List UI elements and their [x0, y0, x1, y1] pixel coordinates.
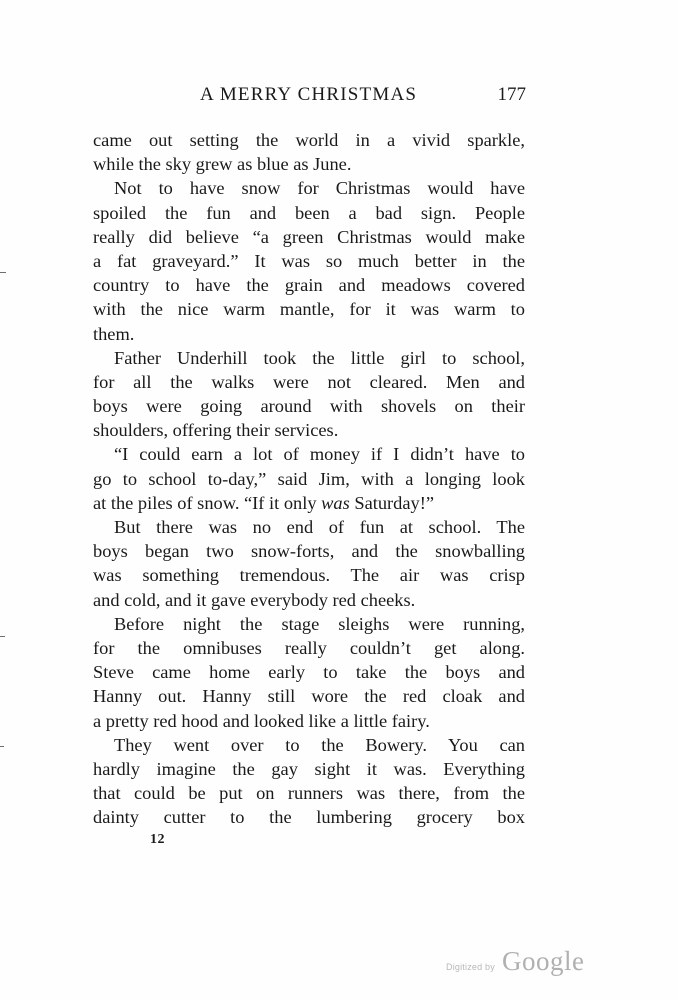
text-line: go to school to-day,” said Jim, with a longing look — [93, 468, 525, 489]
google-watermark — [446, 946, 596, 986]
text-line: country to have the grain and meadows covered — [93, 275, 525, 296]
text-line: with the nice warm mantle, for it was warm to — [93, 299, 525, 320]
text-line: was something tremendous. The air was crisp — [93, 565, 525, 586]
running-title: A MERRY CHRISTMAS — [200, 84, 418, 105]
text-line: dainty cutter to the lumbering grocery box — [93, 807, 525, 828]
page-number: 177 — [497, 84, 526, 105]
text-line: But there was no end of fun at school. The — [114, 517, 525, 537]
text-line: hardly imagine the gay sight it was. Everything — [93, 758, 525, 779]
body-text — [93, 128, 525, 829]
text-line: for the omnibuses really couldn’t get along. — [93, 637, 525, 658]
scan-edge-mark — [0, 636, 5, 637]
text-line: They went over to the Bowery. You can — [114, 734, 525, 755]
emphasis: was — [321, 492, 350, 513]
text-line: came out setting the world in a vivid sparkle, — [93, 130, 525, 150]
text-line: Father Underhill took the little girl to school, — [114, 347, 525, 368]
scan-edge-mark — [0, 272, 6, 273]
text-line: a pretty red hood and looked like a little fairy. — [93, 710, 430, 731]
scan-edge-mark — [0, 746, 4, 747]
text-line: for all the walks were not cleared. Men and — [93, 371, 525, 392]
text-line: boys were going around with shovels on their — [93, 396, 525, 417]
text-line: spoiled the fun and been a bad sign. People — [93, 202, 525, 223]
text-line: Hanny out. Hanny still wore the red cloak and — [93, 686, 525, 707]
watermark-prefix: Digitized by — [446, 962, 495, 972]
text-line: a fat graveyard.” It was so much better in the — [93, 250, 525, 271]
text-line: Not to have snow for Christmas would have — [114, 178, 525, 199]
text-line: really did believe “a green Christmas would make — [93, 226, 525, 247]
watermark-brand: Google — [502, 946, 585, 976]
text-line: them. — [93, 323, 135, 344]
text-line: boys began two snow-forts, and the snowballing — [93, 541, 525, 562]
text-line: that could be put on runners was there, from the — [93, 783, 525, 804]
text-line: Before night the stage sleighs were running, — [114, 613, 525, 634]
text-line: shoulders, offering their services. — [93, 420, 339, 441]
text-line: “I could earn a lot of money if I didn’t have to — [114, 444, 525, 465]
text-line: while the sky grew as blue as June. — [93, 154, 352, 175]
signature-mark: 12 — [150, 832, 165, 847]
text-line: and cold, and it gave everybody red cheeks. — [93, 589, 416, 610]
text-line: at the piles of snow. “If it only was Saturday!” — [93, 492, 435, 513]
running-head — [96, 84, 526, 110]
text-line: Steve came home early to take the boys and — [93, 662, 525, 683]
